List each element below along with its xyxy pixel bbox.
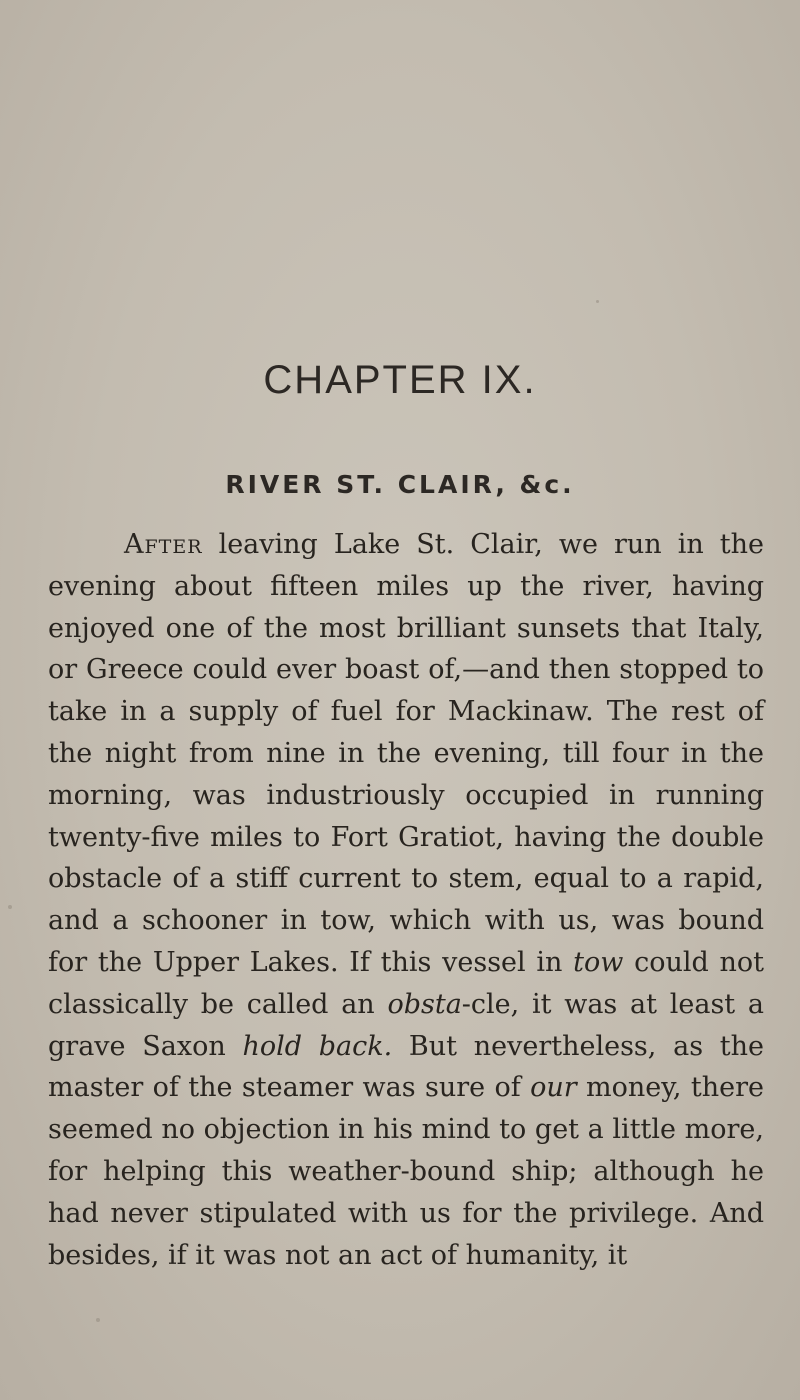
opening-word: After — [124, 529, 203, 560]
chapter-subtitle: RIVER ST. CLAIR, &c. — [225, 470, 575, 499]
text-segment: money, there seemed no objection in his mind to get a little more, for helping this weather-bound ship; although he had never stipulated with us for the privilege. And besides, if it was not an act of humanity, it — [48, 1072, 764, 1271]
chapter-title: CHAPTER IX. — [263, 358, 537, 402]
text-segment: But nevertheless, as the master of the steamer was sure of — [48, 1030, 765, 1104]
italic-word: obsta — [387, 988, 462, 1020]
text-segment: -cle, it was at least a grave Saxon — [48, 988, 764, 1062]
text-segment: leaving Lake St. Clair, we run in the evening about fifteen miles up the river, having enjoyed one of the most brilliant sunsets that Italy, or Greece could ever boast of,—and then stopped to take in a supply of fuel for Mackinaw. The rest of the night from nine in the evening, till four in the morning, was industriously occupied in running twenty-five miles to Fort Gratiot, having the double obstacle of a stiff current to stem, equal to a rapid, and a schooner in tow, which with us, was bound for the Upper Lakes. If this vessel in — [48, 529, 764, 978]
paper-speck — [96, 1318, 100, 1322]
body-paragraph — [48, 524, 764, 1276]
italic-word: our — [530, 1072, 577, 1104]
text-segment: could not classically be called an — [48, 946, 764, 1020]
paper-speck — [8, 905, 12, 909]
italic-word: tow — [573, 946, 624, 978]
paper-speck — [596, 300, 599, 303]
italic-phrase: hold back. — [242, 1030, 393, 1062]
